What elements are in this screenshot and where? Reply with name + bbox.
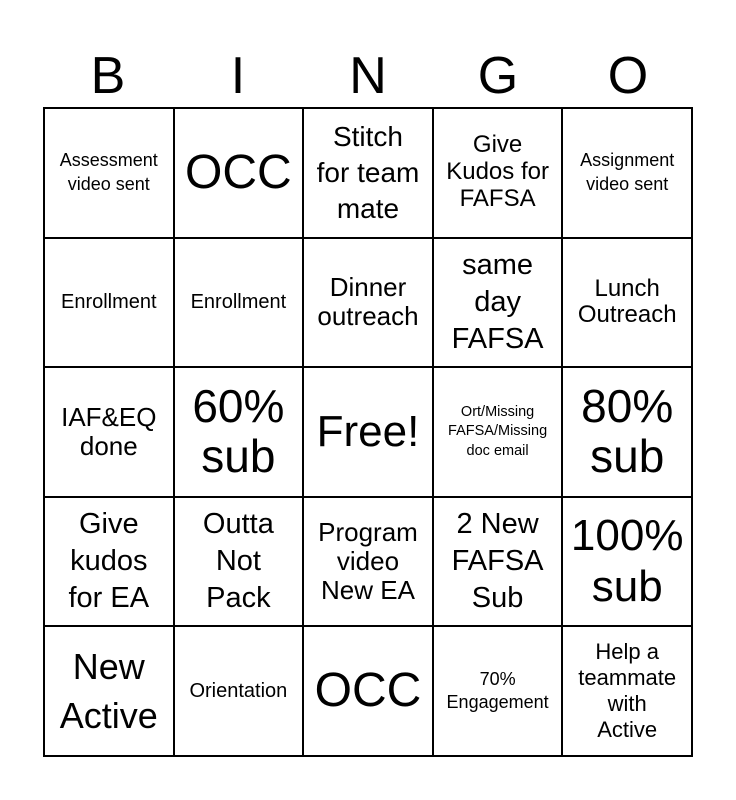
- bingo-cell-r1c1[interactable]: [45, 109, 175, 239]
- bingo-cell-r2c1[interactable]: [45, 239, 175, 369]
- cell-text: New Active: [59, 645, 158, 737]
- cell-text: Free!: [316, 406, 420, 456]
- header-letter-b: B: [90, 47, 126, 105]
- bingo-cell-r2c4[interactable]: [434, 239, 564, 369]
- bingo-cell-r1c2[interactable]: [175, 109, 305, 239]
- header-letter-i: I: [230, 47, 246, 105]
- cell-text: 100% sub: [570, 511, 684, 611]
- bingo-cell-r3c4[interactable]: [434, 368, 564, 498]
- header-letter-n: N: [349, 47, 387, 105]
- cell-text: Help a teammate with Active: [578, 639, 677, 743]
- cell-text: Ort/Missing FAFSA/Missing doc email: [448, 403, 548, 459]
- bingo-cell-r4c1[interactable]: [45, 498, 175, 628]
- bingo-card: [43, 107, 693, 757]
- bingo-cell-r5c1[interactable]: [45, 627, 175, 757]
- bingo-cell-r1c5[interactable]: [563, 109, 693, 239]
- bingo-cell-r5c5[interactable]: [563, 627, 693, 757]
- cell-text: Give Kudos for FAFSA: [446, 131, 549, 213]
- bingo-cell-r5c3[interactable]: [304, 627, 434, 757]
- bingo-header: [43, 44, 693, 108]
- bingo-cell-r3c2[interactable]: [175, 368, 305, 498]
- bingo-cell-r3c5[interactable]: [563, 368, 693, 498]
- cell-text: same day FAFSA: [451, 249, 544, 355]
- cell-text: Lunch Outreach: [577, 274, 677, 329]
- bingo-cell-r2c5[interactable]: [563, 239, 693, 369]
- bingo-cell-r2c2[interactable]: [175, 239, 305, 369]
- bingo-cell-r5c4[interactable]: [434, 627, 564, 757]
- cell-text: Enrollment: [190, 291, 287, 314]
- cell-text: Outta Not Pack: [202, 508, 274, 614]
- cell-text: Orientation: [189, 680, 288, 703]
- cell-text: OCC: [185, 146, 292, 199]
- cell-text: 70% Engagement: [446, 668, 549, 713]
- cell-text: Enrollment: [60, 291, 157, 314]
- cell-text: Assignment video sent: [580, 150, 675, 194]
- cell-text: 80% sub: [581, 380, 674, 482]
- cell-text: Program video New EA: [318, 516, 418, 606]
- cell-text: OCC: [314, 664, 422, 718]
- bingo-cell-r5c2[interactable]: [175, 627, 305, 757]
- cell-text: Dinner outreach: [317, 272, 419, 332]
- bingo-cell-r4c3[interactable]: [304, 498, 434, 628]
- cell-text: IAF&EQ done: [61, 401, 157, 461]
- header-letter-o: O: [607, 47, 649, 105]
- cell-text: Stitch for team mate: [316, 121, 420, 224]
- bingo-cell-r4c5[interactable]: [563, 498, 693, 628]
- bingo-cell-r1c3[interactable]: [304, 109, 434, 239]
- bingo-cell-r2c3[interactable]: [304, 239, 434, 369]
- cell-text: Assessment video sent: [59, 150, 158, 194]
- cell-text: Give kudos for EA: [68, 508, 150, 614]
- bingo-cell-r1c4[interactable]: [434, 109, 564, 239]
- bingo-cell-r4c4[interactable]: [434, 498, 564, 628]
- cell-text: 60% sub: [192, 380, 285, 482]
- cell-text: 2 New FAFSA Sub: [451, 508, 544, 614]
- bingo-cell-r4c2[interactable]: [175, 498, 305, 628]
- header-letter-g: G: [477, 47, 519, 105]
- bingo-cell-r3c1[interactable]: [45, 368, 175, 498]
- bingo-cell-r3c3[interactable]: [304, 368, 434, 498]
